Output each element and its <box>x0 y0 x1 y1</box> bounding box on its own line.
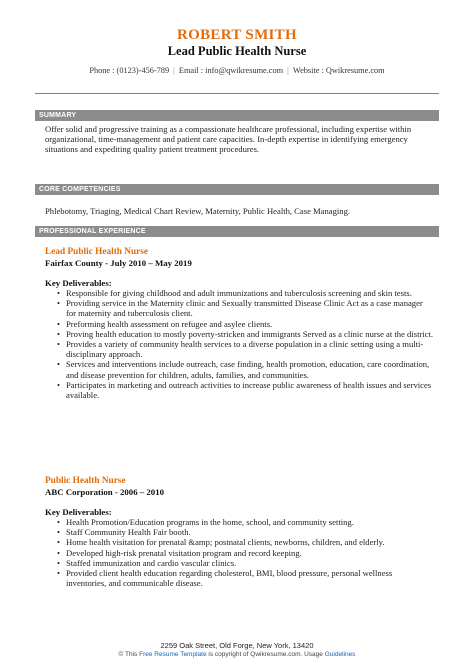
footer-copyright <box>0 650 474 659</box>
candidate-name: ROBERT SMITH <box>177 27 297 43</box>
competencies-text: Phlebotomy, Triaging, Medical Chart Review, Maternity, Public Health, Case Managing. <box>45 206 351 216</box>
list-item: • Providing service in the Maternity clinic and Sexually transmitted Disease Clinic Act as a case manager for maternity and tuberculosis client. <box>45 298 434 318</box>
footer-address: 2259 Oak Street, Old Forge, New York, 13420 <box>160 641 314 650</box>
section-header-summary: SUMMARY <box>35 110 439 121</box>
list-item: • Provided client health education regarding cholesterol, BMI, blood pressure, personal wellness inventories, and communicable disease. <box>45 568 434 588</box>
contact-email[interactable]: Email : info@qwikresume.com <box>178 66 284 75</box>
list-item: • Staff Community Health Fair booth. <box>45 527 434 537</box>
header-divider <box>35 93 439 94</box>
section-header-competencies: CORE COMPETENCIES <box>35 184 439 195</box>
summary-text: Offer solid and progressive training as a compassionate healthcare professional, including expertise within organizational, time-management and patient care capacities. In-depth expertise in identifying emergency situations and expediting quality patient treatment procedures. <box>45 124 412 155</box>
copyright-text: is copyright of Qwikresume.com. <box>208 651 303 658</box>
contact-phone: Phone : (0123)-456-789 <box>89 66 170 75</box>
deliverables-label: Key Deliverables: <box>45 506 112 517</box>
contact-line <box>0 65 474 76</box>
deliverables-list <box>45 288 434 400</box>
section-header-experience: PROFESSIONAL EXPERIENCE <box>35 226 439 237</box>
candidate-title: Lead Public Health Nurse <box>167 44 307 58</box>
list-item: • Responsible for giving childhood and adult immunizations and tuberculosis screening and skin tests. <box>45 288 434 298</box>
deliverables-list <box>45 517 434 588</box>
list-item: • Participates in marketing and outreach activities to increase public awareness of health issues and services available. <box>45 380 434 400</box>
guidelines-link[interactable]: Guidelines <box>324 651 356 658</box>
contact-separator: | <box>171 66 177 75</box>
free-resume-template-link[interactable]: Free Resume Template <box>139 651 207 658</box>
list-item: • Proving health education to mostly poverty-stricken and immigrants Served as a clinic nurse at the district. <box>45 329 434 339</box>
list-item: • Developed high-risk prenatal visitation program and record keeping. <box>45 548 434 558</box>
list-item: • Provides a variety of community health services to a diverse population in a clinic setting using a multi-disciplinary approach. <box>45 339 434 359</box>
list-item: • Home health visitation for prenatal &amp; postnatal clients, newborns, children, and elderly. <box>45 537 434 547</box>
footer <box>0 641 474 659</box>
job-title: Public Health Nurse <box>45 476 126 486</box>
job-entry <box>45 247 434 400</box>
job-company: ABC Corporation - 2006 – 2010 <box>45 487 164 497</box>
usage-text: Usage <box>304 651 323 658</box>
job-title: Lead Public Health Nurse <box>45 247 149 257</box>
list-item: • Services and interventions include outreach, case finding, health promotion, education, care coordination, and disease prevention for children, adults, families, and communities. <box>45 359 434 379</box>
list-item: • Staffed immunization and cardio vascular clinics. <box>45 558 434 568</box>
contact-website[interactable]: Website : Qwikresume.com <box>292 66 385 75</box>
job-company: Fairfax County - July 2010 – May 2019 <box>45 258 192 268</box>
job-entry <box>45 476 434 588</box>
contact-separator: | <box>285 66 291 75</box>
deliverables-label: Key Deliverables: <box>45 277 112 288</box>
list-item: • Preforming health assessment on refugee and asylee clients. <box>45 319 434 329</box>
copyright-prefix: © This <box>118 651 138 658</box>
list-item: • Health Promotion/Education programs in the home, school, and community setting. <box>45 517 434 527</box>
